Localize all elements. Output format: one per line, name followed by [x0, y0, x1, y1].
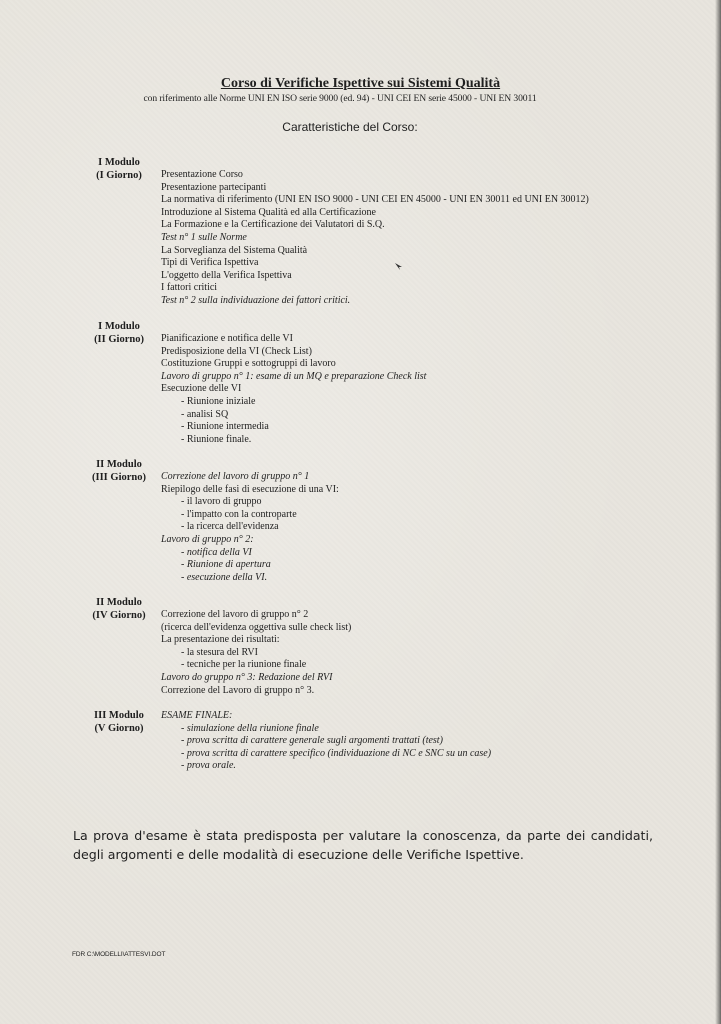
module-item: - Riunione iniziale — [181, 395, 256, 407]
module-item: ESAME FINALE: — [161, 710, 233, 721]
module-title: II Modulo — [96, 597, 142, 608]
module-item: (ricerca dell'evidenza oggettiva sulle check list) — [161, 621, 352, 633]
module-item: - Riunione intermedia — [181, 421, 269, 433]
module-item: Esecuzione delle VI — [161, 383, 242, 395]
module-item: - tecniche per la riunione finale — [181, 659, 307, 671]
module-item: Tipi di Verifica Ispettiva — [161, 257, 259, 269]
scan-edge-shadow — [715, 0, 721, 1024]
module-item: La normativa di riferimento (UNI EN ISO 9000 - UNI CEI EN 45000 - UNI EN 30011 ed UNI EN 30012) — [161, 194, 589, 206]
module-item: Correzione del lavoro di gruppo n° 2 — [161, 609, 309, 620]
module-item: - esecuzione della VI. — [181, 571, 268, 583]
module-day: (II Giorno) — [94, 334, 144, 345]
module-item: Lavoro di gruppo n° 2: — [161, 533, 254, 545]
module-item: Presentazione partecipanti — [161, 181, 267, 193]
module-item: - Riunione di apertura — [181, 559, 271, 571]
module-item: Test n° 2 sulla individuazione dei fattori critici. — [161, 294, 351, 306]
module-item: - Riunione finale. — [181, 433, 252, 445]
module-label-5 — [74, 709, 164, 735]
module-day: (IV Giorno) — [92, 610, 146, 621]
module-items-2 — [161, 333, 681, 446]
section-heading: Caratteristiche del Corso: — [282, 120, 418, 134]
module-item: Introduzione al Sistema Qualità ed alla Certificazione — [161, 206, 376, 218]
module-item: - prova scritta di carattere generale sugli argomenti trattati (test) — [181, 735, 443, 747]
module-items-4 — [161, 609, 681, 697]
module-item: Presentazione Corso — [161, 169, 243, 180]
module-item: - il lavoro di gruppo — [181, 496, 262, 508]
module-item: La Sorveglianza del Sistema Qualità — [161, 244, 308, 256]
module-item: La presentazione dei risultati: — [161, 634, 280, 646]
module-item: - la ricerca dell'evidenza — [181, 521, 279, 533]
module-item: Costituzione Gruppi e sottogruppi di lavoro — [161, 358, 336, 370]
module-item: Lavoro di gruppo n° 1: esame di un MQ e preparazione Check list — [161, 370, 427, 382]
module-item: La Formazione e la Certificazione dei Valutatori di S.Q. — [161, 219, 385, 231]
module-label-4 — [74, 596, 164, 622]
module-item: - analisi SQ — [181, 408, 229, 420]
module-item: Correzione del Lavoro di gruppo n° 3. — [161, 684, 315, 696]
module-label-2 — [74, 320, 164, 346]
ink-mark-icon — [394, 262, 403, 271]
closing-paragraph: La prova d'esame è stata predisposta per valutare la conoscenza, da parte dei candidati, degli argomenti e delle modalità di esecuzione delle Verifiche Ispettive. — [73, 828, 653, 862]
module-item: - l'impatto con la controparte — [181, 508, 297, 520]
module-item: - prova scritta di carattere specifico (individuazione di NC e SNC su un case) — [181, 747, 492, 759]
module-item: Test n° 1 sulle Norme — [161, 231, 247, 243]
module-day: (I Giorno) — [96, 170, 142, 181]
module-item: Predisposizione della VI (Check List) — [161, 345, 312, 357]
module-title: I Modulo — [98, 321, 140, 332]
module-items-1 — [161, 169, 681, 308]
document-title: Corso di Verifiche Ispettive sui Sistemi Qualità — [220, 76, 501, 91]
module-label-3 — [74, 458, 164, 484]
module-title: I Modulo — [98, 157, 140, 168]
document-subtitle: con riferimento alle Norme UNI EN ISO serie 9000 (ed. 94) - UNI CEI EN serie 45000 - UNI EN 30011 — [143, 93, 537, 104]
module-item: Lavoro do gruppo n° 3: Redazione del RVI — [161, 671, 333, 683]
footer-file-path: FDR C:\MODELLI\ATTESVI.DOT — [72, 951, 166, 958]
module-item: I fattori critici — [161, 282, 218, 294]
module-label-1 — [74, 156, 164, 182]
module-item: - prova orale. — [181, 760, 236, 772]
module-item: - la stesura del RVI — [181, 646, 258, 658]
module-item: - notifica della VI — [181, 546, 252, 558]
module-items-3 — [161, 471, 681, 584]
module-item: Correzione del lavoro di gruppo n° 1 — [161, 471, 310, 482]
module-day: (V Giorno) — [94, 723, 144, 734]
module-item: Pianificazione e notifica delle VI — [161, 333, 293, 344]
module-item: - simulazione della riunione finale — [181, 722, 319, 734]
module-item: L'oggetto della Verifica Ispettiva — [161, 269, 292, 281]
module-title: III Modulo — [94, 710, 144, 721]
module-day: (III Giorno) — [92, 472, 146, 483]
module-items-5 — [161, 710, 681, 773]
module-title: II Modulo — [96, 459, 142, 470]
module-item: Riepilogo delle fasi di esecuzione di una VI: — [161, 483, 339, 495]
